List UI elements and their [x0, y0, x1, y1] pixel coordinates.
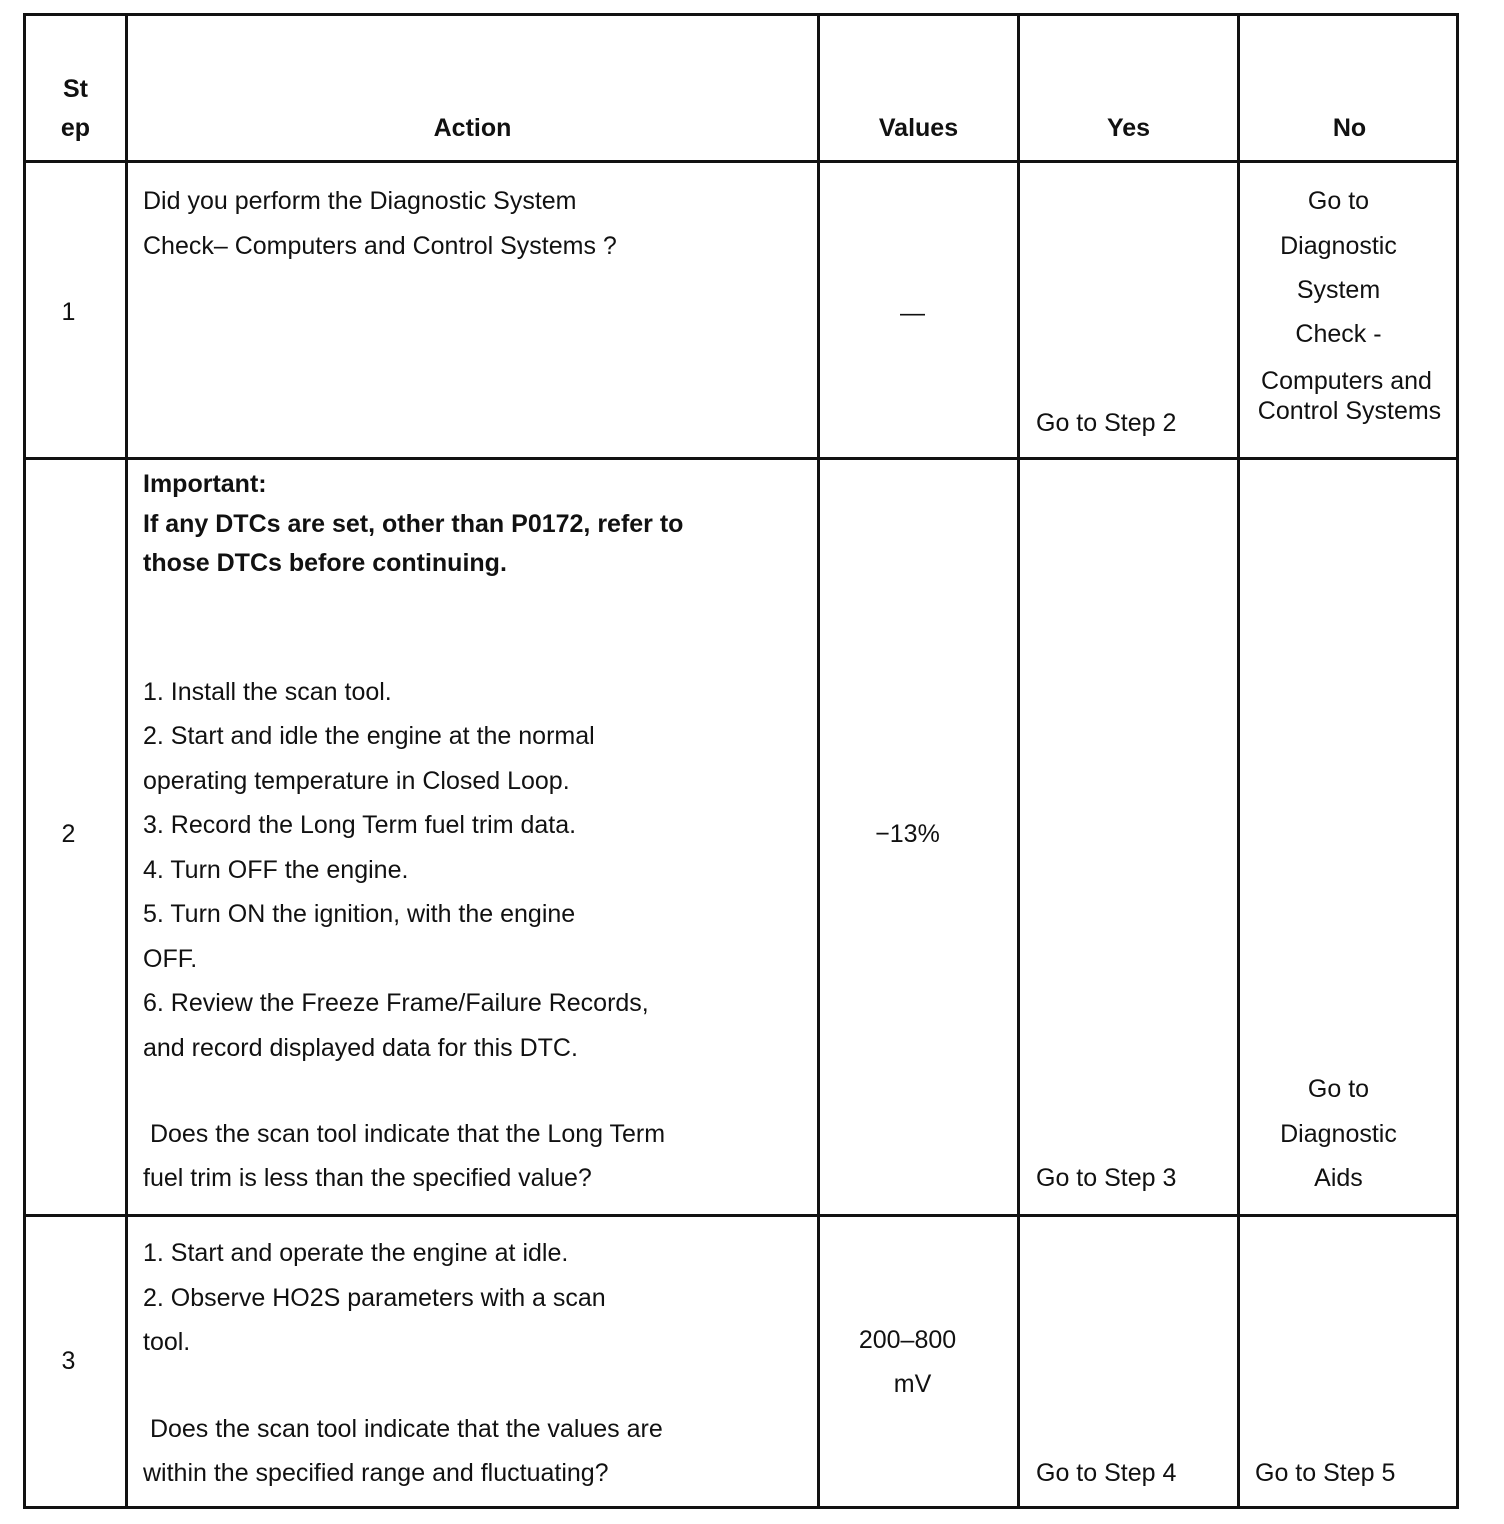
no-link-line[interactable]: Diagnostic — [1280, 1120, 1397, 1148]
action-step: 1. Start and operate the engine at idle. — [143, 1239, 569, 1267]
action-line: Check– Computers and Control Systems ? — [143, 232, 617, 260]
yes-link[interactable]: Go to Step 4 — [1036, 1459, 1177, 1487]
step-number: 1 — [61, 298, 76, 326]
no-link[interactable]: Go to Step 5 — [1255, 1459, 1396, 1487]
value-cell: mV — [893, 1370, 932, 1398]
no-link-line[interactable]: Go to — [1307, 187, 1370, 215]
important-text: those DTCs before continuing. — [143, 549, 507, 577]
step-number: 3 — [61, 1347, 76, 1375]
action-question: Does the scan tool indicate that the values are — [143, 1415, 663, 1443]
important-text: If any DTCs are set, other than P0172, refer to — [143, 510, 684, 538]
row-divider — [26, 457, 1456, 460]
row-divider — [26, 1214, 1456, 1217]
no-link-line[interactable]: Check - — [1295, 320, 1382, 348]
header-yes: Yes — [1106, 114, 1151, 142]
action-question: fuel trim is less than the specified value? — [143, 1164, 592, 1192]
yes-link[interactable]: Go to Step 2 — [1036, 409, 1177, 437]
action-step: tool. — [143, 1328, 191, 1356]
col-divider — [817, 16, 820, 1506]
action-step: 1. Install the scan tool. — [143, 678, 392, 706]
col-divider — [125, 16, 128, 1506]
header-values: Values — [878, 114, 959, 142]
no-link-line[interactable]: Diagnostic — [1280, 232, 1397, 260]
action-step: 2. Start and idle the engine at the normal — [143, 722, 595, 750]
value-cell: 200–800 — [858, 1326, 957, 1354]
action-step: 5. Turn ON the ignition, with the engine — [143, 900, 576, 928]
action-question: within the specified range and fluctuating? — [143, 1459, 609, 1487]
important-title: Important: — [143, 470, 267, 498]
diagnostic-table — [23, 13, 1459, 1509]
value-cell: −13% — [875, 820, 940, 848]
no-link-line[interactable]: Control Systems — [1257, 397, 1442, 425]
header-no: No — [1332, 114, 1367, 142]
no-link-line[interactable]: Aids — [1314, 1164, 1363, 1192]
col-divider — [1017, 16, 1020, 1506]
no-link-line[interactable]: System — [1296, 276, 1381, 304]
header-action: Action — [433, 114, 512, 142]
value-cell: — — [900, 299, 925, 327]
row-divider — [26, 160, 1456, 163]
action-step: 2. Observe HO2S parameters with a scan — [143, 1284, 606, 1312]
yes-link[interactable]: Go to Step 3 — [1036, 1164, 1177, 1192]
action-step: 3. Record the Long Term fuel trim data. — [143, 811, 577, 839]
action-step: 6. Review the Freeze Frame/Failure Records, — [143, 989, 649, 1017]
action-step: operating temperature in Closed Loop. — [143, 767, 570, 795]
header-step: St ep — [60, 75, 91, 142]
action-step: 4. Turn OFF the engine. — [143, 856, 409, 884]
action-step: OFF. — [143, 945, 198, 973]
no-link-line[interactable]: Go to — [1307, 1075, 1370, 1103]
action-question: Does the scan tool indicate that the Long Term — [143, 1120, 666, 1148]
no-link-line[interactable]: Computers and — [1261, 367, 1432, 395]
action-line: Did you perform the Diagnostic System — [143, 187, 577, 215]
action-step: and record displayed data for this DTC. — [143, 1034, 578, 1062]
step-number: 2 — [61, 820, 76, 848]
